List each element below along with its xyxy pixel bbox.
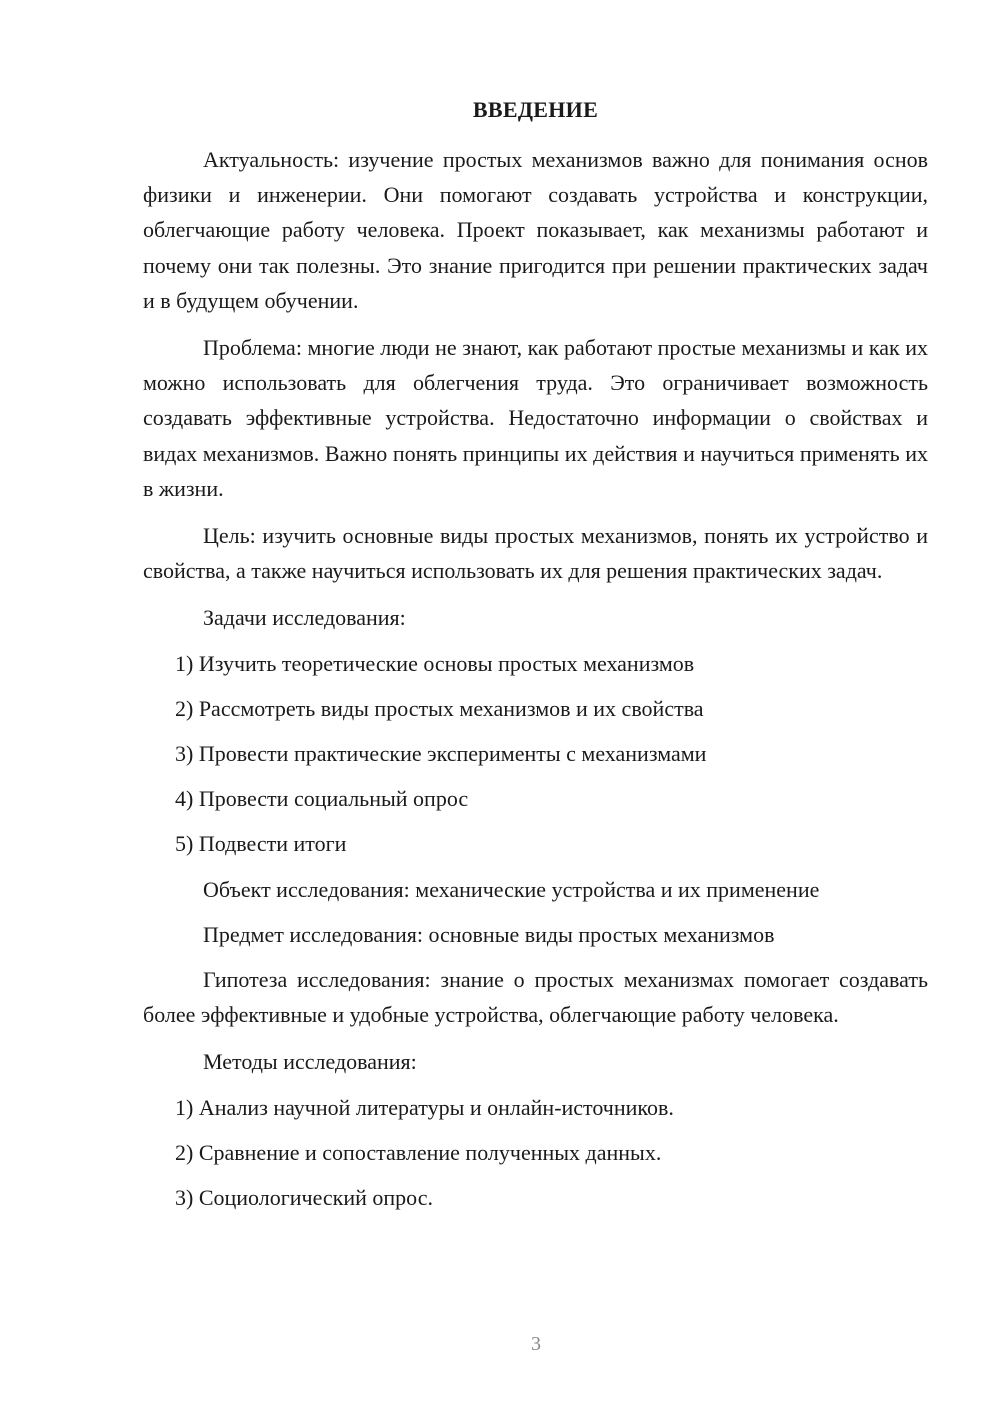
tasks-title: Задачи исследования: xyxy=(203,605,406,631)
method-item: 1) Анализ научной литературы и онлайн-источников. xyxy=(175,1094,674,1120)
research-object: Объект исследования: механические устройства и их применение xyxy=(203,876,820,902)
page-content xyxy=(143,94,928,1225)
task-item: 3) Провести практические эксперименты с механизмами xyxy=(175,741,707,767)
task-item: 1) Изучить теоретические основы простых механизмов xyxy=(175,650,695,676)
problem-paragraph: Проблема: многие люди не знают, как работают простые механизмы и как их можно использовать для облегчения труда. Это ограничивает возможность создавать эффективные устройства. Недостаточно информации о свойствах и видах механизмов. Важно понять принципы их действия и научиться применять их в жизни. xyxy=(143,335,928,501)
task-item: 4) Провести социальный опрос xyxy=(175,786,469,812)
methods-title: Методы исследования: xyxy=(203,1049,417,1075)
task-item: 5) Подвести итоги xyxy=(175,831,347,857)
method-item: 2) Сравнение и сопоставление полученных данных. xyxy=(175,1139,662,1165)
goal-paragraph: Цель: изучить основные виды простых механизмов, понять их устройство и свойства, а также научиться использовать их для решения практических задач. xyxy=(143,523,928,584)
method-item: 3) Социологический опрос. xyxy=(175,1185,433,1211)
hypothesis-paragraph: Гипотеза исследования: знание о простых механизмах помогает создавать более эффективные и удобные устройства, облегчающие работу человека. xyxy=(143,967,928,1028)
tasks-list xyxy=(143,646,928,862)
page-number: 3 xyxy=(531,1333,541,1355)
page-heading: ВВЕДЕНИЕ xyxy=(472,97,599,122)
methods-list xyxy=(143,1090,928,1216)
relevance-paragraph: Актуальность: изучение простых механизмов важно для понимания основ физики и инженерии. Они помогают создавать устройства и конструкции, облегчающие работу человека. Проект показывает, как механизмы работают и почему они так полезны. Это знание пригодится при решении практических задач и в будущем обучении. xyxy=(143,147,928,313)
task-item: 2) Рассмотреть виды простых механизмов и их свойства xyxy=(175,695,704,721)
research-subject: Предмет исследования: основные виды простых механизмов xyxy=(203,921,775,947)
